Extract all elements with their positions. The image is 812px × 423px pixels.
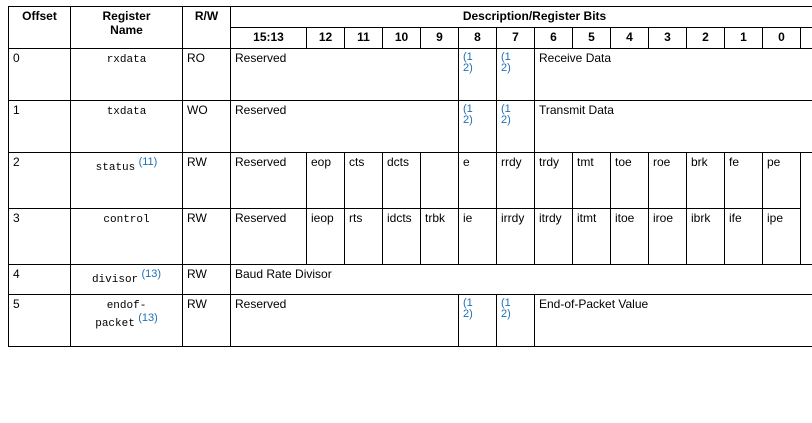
bit-field-0: pe — [763, 152, 801, 208]
register-name-text: divisor — [91, 273, 139, 286]
row-offset: 1 — [9, 100, 71, 152]
table-row — [9, 100, 812, 152]
row-register-name — [71, 294, 183, 346]
bit-col-12: 12 — [307, 27, 345, 48]
row-rw: RW — [183, 264, 231, 294]
row-register-name — [71, 48, 183, 100]
row-rw: WO — [183, 100, 231, 152]
bit-field-3: roe — [649, 152, 687, 208]
bit-field-7: rrdy — [497, 152, 535, 208]
row-bit8-note: (1 2) — [459, 48, 497, 100]
row-rw: RW — [183, 294, 231, 346]
bit-col-5: 5 — [573, 27, 611, 48]
table-row — [9, 294, 812, 346]
header-offset: Offset — [9, 7, 71, 49]
row-description: Receive Data — [535, 48, 812, 100]
bit-field-4: toe — [611, 152, 649, 208]
bit-field-7: irrdy — [497, 208, 535, 264]
bit-field-3: iroe — [649, 208, 687, 264]
bit-field-2: ibrk — [687, 208, 725, 264]
register-name-text: txdata — [106, 105, 147, 118]
register-name-footnote: (13) — [138, 312, 158, 325]
row-register-name — [71, 152, 183, 208]
row-register-name — [71, 264, 183, 294]
bit-col-6: 6 — [535, 27, 573, 48]
bit-field-1: fe — [725, 152, 763, 208]
row-offset: 5 — [9, 294, 71, 346]
bit-col-1: 1 — [725, 27, 763, 48]
row-bit8-note: (1 2) — [459, 294, 497, 346]
bit-field-15-13: Reserved — [231, 152, 307, 208]
row-reserved: Reserved — [231, 100, 459, 152]
bit-field-8: e — [459, 152, 497, 208]
row-register-name — [71, 208, 183, 264]
bit-field-11: cts — [345, 152, 383, 208]
bit-col-3: 3 — [649, 27, 687, 48]
row-description: Baud Rate Divisor — [231, 264, 812, 294]
table-header-row-1 — [9, 7, 812, 28]
row-reserved: Reserved — [231, 48, 459, 100]
row-reserved: Reserved — [231, 294, 459, 346]
table-row — [9, 264, 812, 294]
table-row — [9, 48, 812, 100]
bit-col-15-13: 15:13 — [231, 27, 307, 48]
row-rw: RW — [183, 152, 231, 208]
row-bit7-note: (1 2) — [497, 100, 535, 152]
bit-field-0: ipe — [763, 208, 801, 264]
row-bit8-note: (1 2) — [459, 100, 497, 152]
bit-field-10: dcts — [383, 152, 421, 208]
row-register-name — [71, 100, 183, 152]
row-rw: RO — [183, 48, 231, 100]
register-name-text: rxdata — [106, 53, 147, 66]
row-rw: RW — [183, 208, 231, 264]
bit-field-15-13: Reserved — [231, 208, 307, 264]
bit-field-6: itrdy — [535, 208, 573, 264]
row-description: Transmit Data — [535, 100, 812, 152]
header-register-name: Register Name — [71, 7, 183, 49]
table-row — [9, 208, 812, 264]
register-name-text: endof- packet — [95, 299, 147, 331]
bit-field-5: itmt — [573, 208, 611, 264]
bit-col-9: 9 — [421, 27, 459, 48]
row-description: End-of-Packet Value — [535, 294, 812, 346]
bit-field-9 — [421, 152, 459, 208]
bit-field-10: idcts — [383, 208, 421, 264]
bit-field-12: eop — [307, 152, 345, 208]
header-description: Description/Register Bits — [231, 7, 812, 28]
header-rw: R/W — [183, 7, 231, 49]
register-name-footnote: (13) — [141, 267, 162, 280]
bit-col-11: 11 — [345, 27, 383, 48]
table-row — [9, 152, 812, 208]
bit-field-12: ieop — [307, 208, 345, 264]
bit-field-1: ife — [725, 208, 763, 264]
row-offset: 2 — [9, 152, 71, 208]
row-offset: 3 — [9, 208, 71, 264]
bit-col-10: 10 — [383, 27, 421, 48]
row-bit7-note: (1 2) — [497, 294, 535, 346]
bit-col-7: 7 — [497, 27, 535, 48]
row-offset: 4 — [9, 264, 71, 294]
bit-col-0: 0 — [763, 27, 801, 48]
bit-col-8: 8 — [459, 27, 497, 48]
row-bit7-note: (1 2) — [497, 48, 535, 100]
register-name-text: control — [103, 213, 150, 226]
bit-field-6: trdy — [535, 152, 573, 208]
bit-field-8: ie — [459, 208, 497, 264]
bit-field-2: brk — [687, 152, 725, 208]
register-name-footnote: (11) — [138, 155, 158, 168]
register-map-table — [8, 6, 812, 347]
register-name-text: status — [95, 161, 136, 174]
bit-field-5: tmt — [573, 152, 611, 208]
bit-col-2: 2 — [687, 27, 725, 48]
bit-field-9: trbk — [421, 208, 459, 264]
bit-col-4: 4 — [611, 27, 649, 48]
row-offset: 0 — [9, 48, 71, 100]
bit-field-11: rts — [345, 208, 383, 264]
bit-field-4: itoe — [611, 208, 649, 264]
